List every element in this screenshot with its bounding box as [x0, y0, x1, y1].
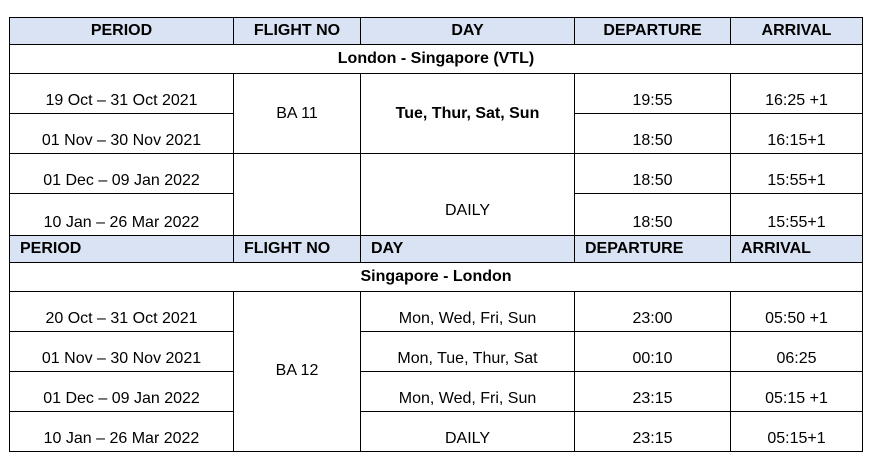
departure-cell: 23:00 [575, 291, 731, 331]
table-row [10, 331, 863, 371]
table-row [10, 74, 863, 114]
arrival-cell: 16:25 +1 [731, 74, 863, 114]
day-cell: Mon, Wed, Fri, Sun [361, 371, 575, 411]
arrival-cell: 05:15+1 [731, 411, 863, 451]
table-row [10, 371, 863, 411]
header-period: PERIOD [10, 235, 234, 262]
flight-no-cell: BA 12 [234, 291, 361, 451]
header-flight-no: FLIGHT NO [234, 18, 361, 45]
header-departure: DEPARTURE [575, 235, 731, 262]
header-day: DAY [361, 235, 575, 262]
arrival-cell: 06:25 [731, 331, 863, 371]
flight-no-cell [234, 194, 361, 236]
header-arrival: ARRIVAL [731, 235, 863, 262]
flight-schedule-table [9, 17, 863, 452]
period-cell: 01 Dec – 09 Jan 2022 [10, 154, 234, 194]
route-row-return [10, 262, 863, 291]
route-row-outbound [10, 45, 863, 74]
departure-cell: 23:15 [575, 411, 731, 451]
period-cell: 19 Oct – 31 Oct 2021 [10, 74, 234, 114]
table-header-return [10, 235, 863, 262]
arrival-cell: 15:55+1 [731, 194, 863, 236]
arrival-cell: 05:50 +1 [731, 291, 863, 331]
table-row [10, 291, 863, 331]
header-period: PERIOD [10, 18, 234, 45]
departure-cell: 00:10 [575, 331, 731, 371]
day-cell: Mon, Wed, Fri, Sun [361, 291, 575, 331]
day-cell [361, 154, 575, 194]
header-day: DAY [361, 18, 575, 45]
departure-cell: 23:15 [575, 371, 731, 411]
period-cell: 10 Jan – 26 Mar 2022 [10, 194, 234, 236]
header-departure: DEPARTURE [575, 18, 731, 45]
flight-no-cell: BA 11 [234, 74, 361, 154]
arrival-cell: 15:55+1 [731, 154, 863, 194]
day-cell: DAILY [361, 194, 575, 236]
table-header-outbound [10, 18, 863, 45]
table-row [10, 194, 863, 236]
period-cell: 20 Oct – 31 Oct 2021 [10, 291, 234, 331]
arrival-cell: 05:15 +1 [731, 371, 863, 411]
period-cell: 10 Jan – 26 Mar 2022 [10, 411, 234, 451]
table-row [10, 154, 863, 194]
route-title: London - Singapore (VTL) [10, 45, 863, 74]
header-flight-no: FLIGHT NO [234, 235, 361, 262]
departure-cell: 19:55 [575, 74, 731, 114]
period-cell: 01 Nov – 30 Nov 2021 [10, 114, 234, 154]
departure-cell: 18:50 [575, 194, 731, 236]
route-title: Singapore - London [10, 262, 863, 291]
table-row [10, 411, 863, 451]
flight-no-cell [234, 154, 361, 194]
departure-cell: 18:50 [575, 154, 731, 194]
period-cell: 01 Dec – 09 Jan 2022 [10, 371, 234, 411]
header-arrival: ARRIVAL [731, 18, 863, 45]
day-cell: DAILY [361, 411, 575, 451]
day-cell: Mon, Tue, Thur, Sat [361, 331, 575, 371]
day-cell: Tue, Thur, Sat, Sun [361, 74, 575, 154]
arrival-cell: 16:15+1 [731, 114, 863, 154]
departure-cell: 18:50 [575, 114, 731, 154]
period-cell: 01 Nov – 30 Nov 2021 [10, 331, 234, 371]
